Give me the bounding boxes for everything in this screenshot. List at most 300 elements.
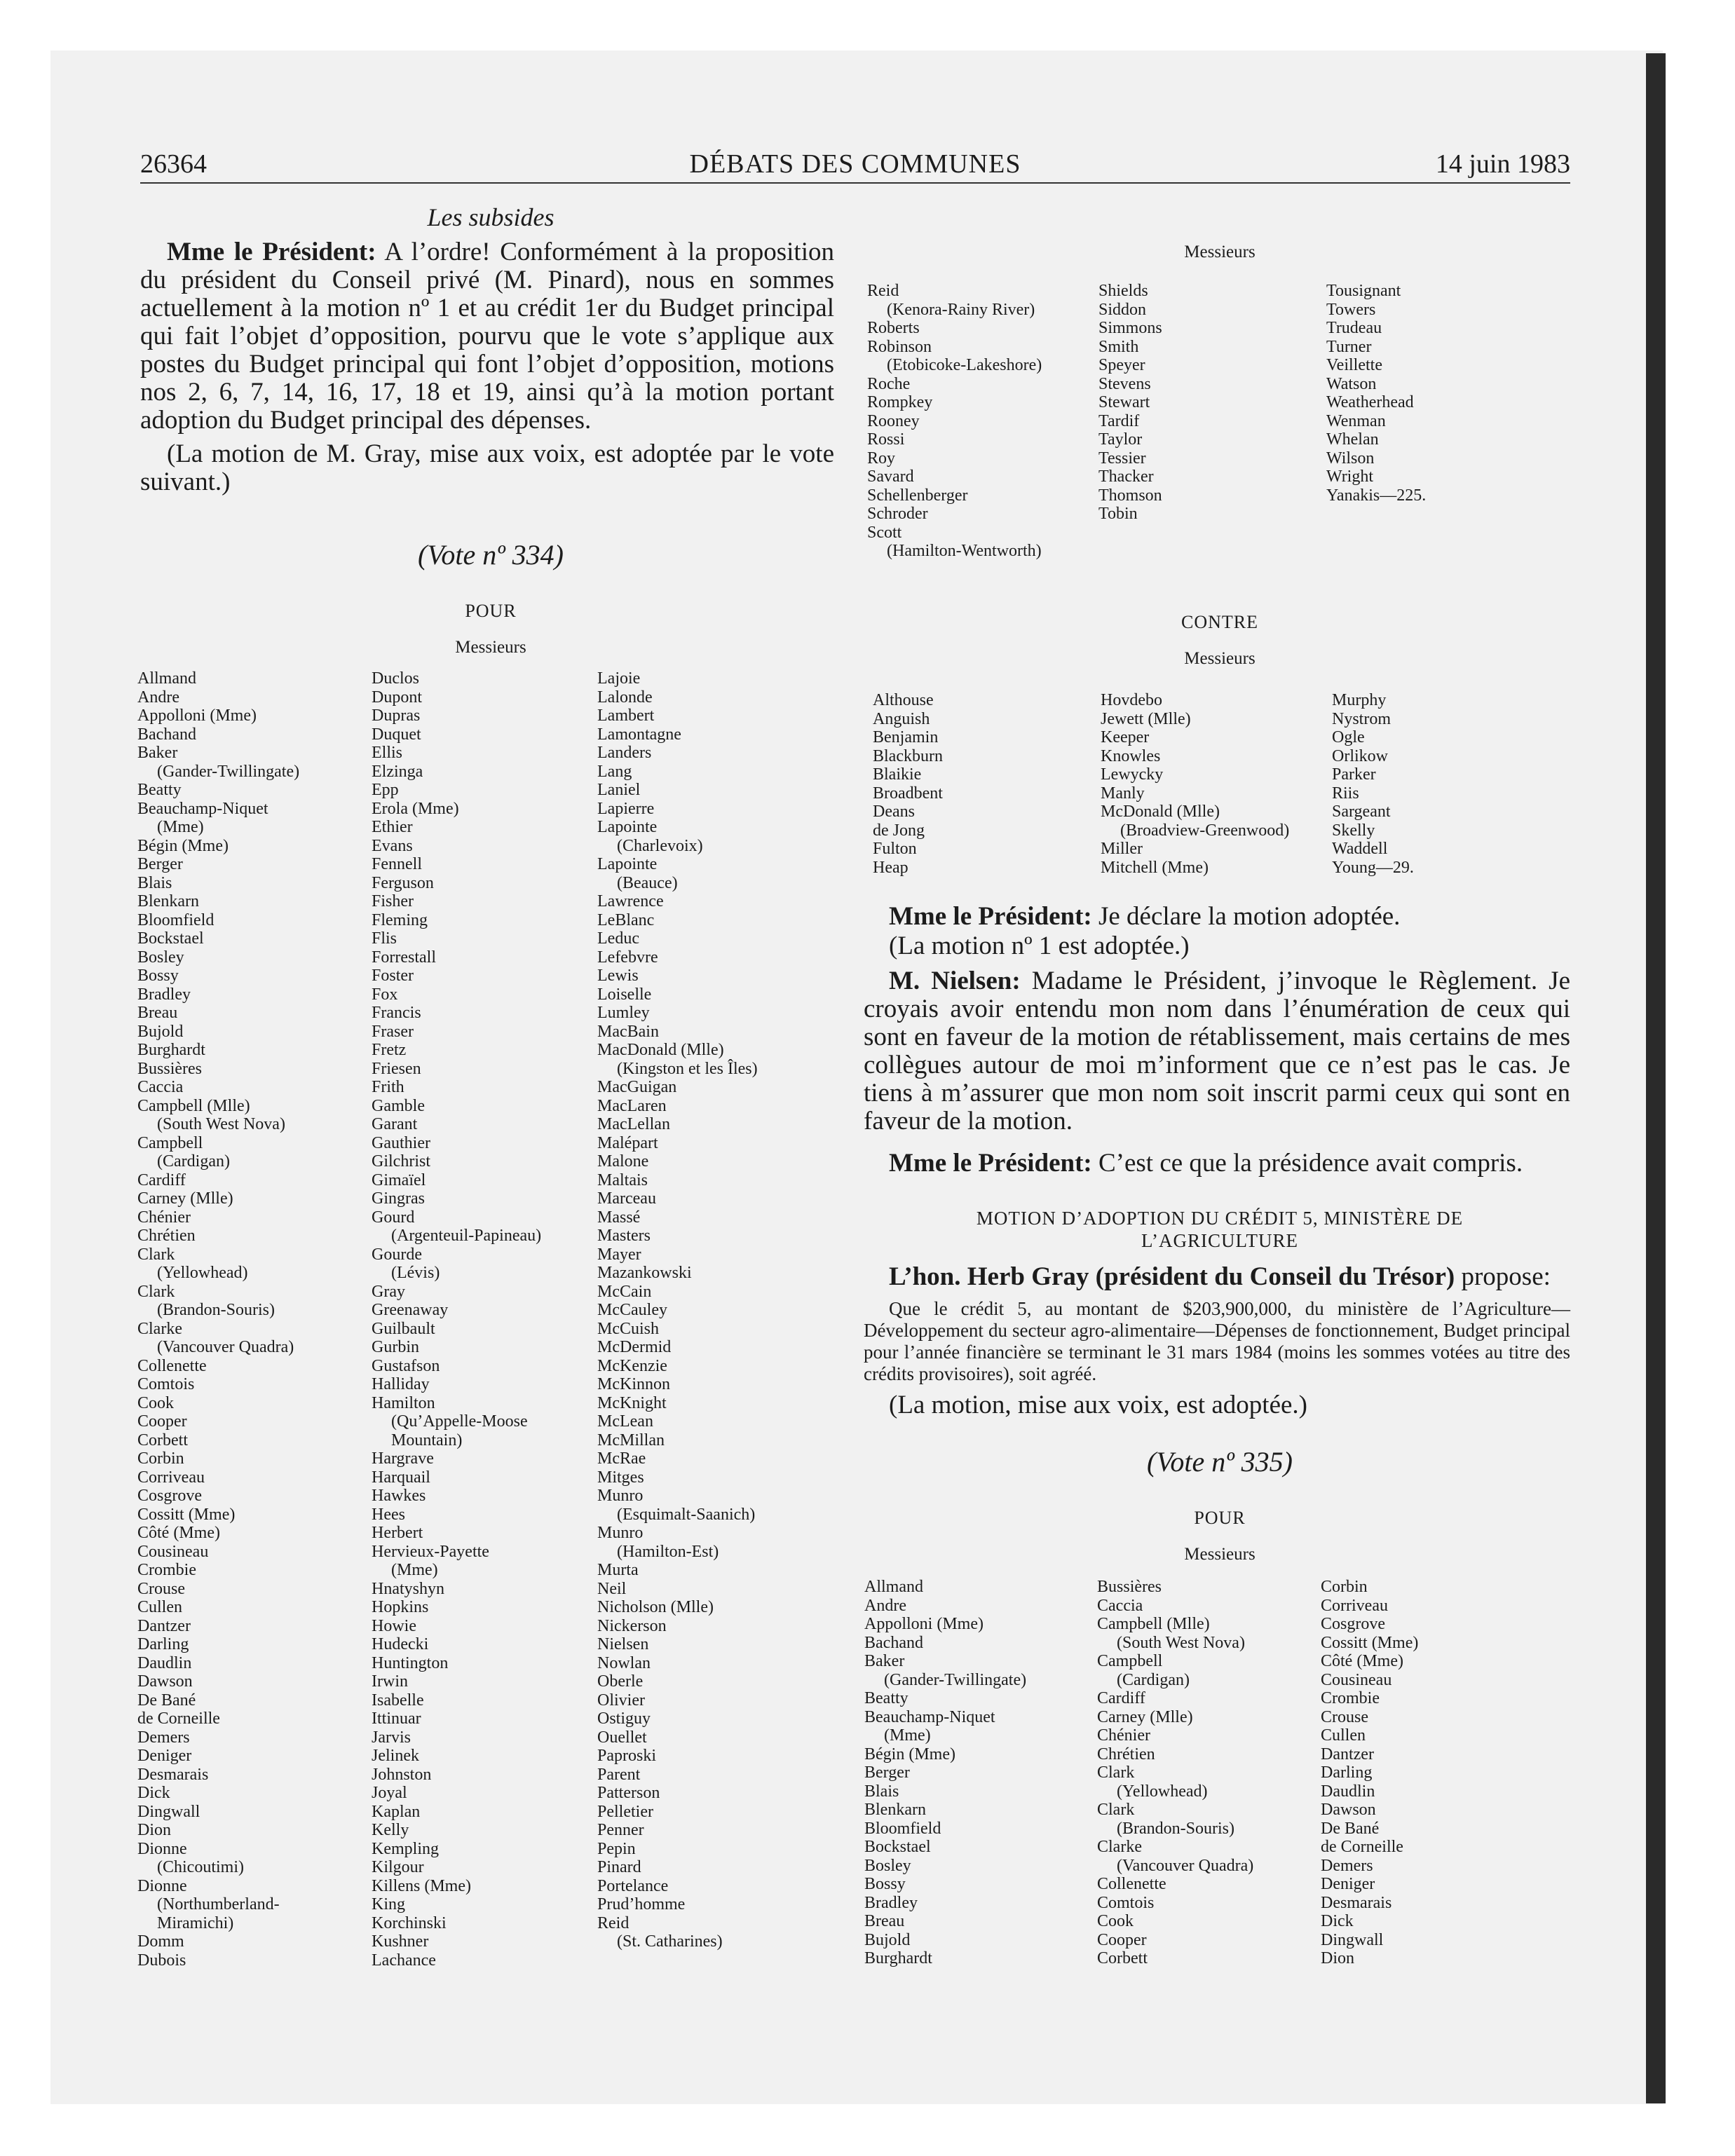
member-name: Campbell (Mlle) [137, 1096, 250, 1115]
member-name: Chénier [137, 1208, 191, 1227]
page-header [140, 146, 1570, 184]
speech-text: propose: [1455, 1262, 1551, 1291]
member-name: Lang [597, 762, 632, 781]
member-riding: (Lévis) [391, 1264, 440, 1282]
member-name: Bachand [137, 725, 196, 744]
member-name: Kilgour [372, 1858, 424, 1876]
member-name: Nielsen [597, 1635, 649, 1653]
member-name: Gamble [372, 1096, 425, 1115]
member-name: Ferguson [372, 873, 434, 892]
page-binding-edge [1646, 53, 1666, 2103]
member-name: Fennell [372, 855, 422, 873]
speech-paragraph-2 [864, 903, 1570, 931]
member-riding: (South West Nova) [1117, 1633, 1245, 1652]
member-name: McMillan [597, 1431, 665, 1449]
member-name: Mayer [597, 1245, 641, 1264]
member-name: Rossi [867, 430, 905, 449]
member-name: Young—29. [1332, 858, 1414, 877]
member-name: Parker [1332, 765, 1376, 784]
member-name: Thacker [1098, 468, 1154, 486]
member-name: Hovdebo [1101, 691, 1162, 709]
member-name: Cossitt (Mme) [1321, 1633, 1419, 1652]
member-name: Blenkarn [137, 892, 199, 910]
member-name: Taylor [1098, 430, 1143, 449]
member-name: Andre [864, 1596, 906, 1615]
member-name: Towers [1326, 300, 1376, 319]
member-name: Savard [867, 468, 914, 486]
member-name: Dupont [372, 688, 422, 707]
member-name: Dionne [137, 1876, 187, 1895]
member-name: Carney (Mlle) [137, 1189, 233, 1208]
member-name: Blais [137, 873, 172, 892]
vote-334-contre-column-2 [1101, 691, 1289, 877]
member-name: Clark [1097, 1763, 1135, 1782]
member-name: Reid [867, 282, 899, 300]
member-name: Lalonde [597, 688, 653, 707]
member-riding: (Esquimalt-Saanich) [617, 1505, 756, 1524]
member-name: Cardiff [1097, 1689, 1145, 1707]
member-name: Dawson [1321, 1801, 1376, 1819]
vote-334-pour-column-3 [597, 669, 758, 1951]
member-name: Crombie [1321, 1689, 1380, 1707]
member-name: Stevens [1098, 374, 1151, 393]
member-name: Breau [137, 1004, 178, 1022]
member-name: Domm [137, 1932, 184, 1951]
member-name: Garant [372, 1115, 418, 1133]
member-name: Schroder [867, 505, 928, 523]
member-name: Jelinek [372, 1747, 419, 1765]
member-name: Tessier [1098, 449, 1146, 468]
member-name: Bradley [864, 1893, 918, 1912]
member-name: Caccia [137, 1078, 184, 1096]
member-name: Bégin (Mme) [137, 836, 229, 855]
member-name: MacGuigan [597, 1078, 677, 1096]
member-name: de Corneille [137, 1710, 220, 1728]
speaker-name: Mme le Président: [889, 902, 1092, 931]
speech-paragraph-4 [864, 1149, 1570, 1178]
member-name: Burghardt [864, 1949, 932, 1967]
member-name: Laniel [597, 781, 641, 799]
member-name: Epp [372, 781, 399, 799]
member-name: Skelly [1332, 821, 1375, 840]
member-name: Hervieux-Payette [372, 1542, 489, 1561]
member-name: MacLaren [597, 1096, 667, 1115]
member-riding: (Mme) [884, 1726, 931, 1745]
member-name: Clark [137, 1282, 175, 1301]
member-name: Munro [597, 1524, 644, 1542]
speaker-name: M. Nielsen: [889, 967, 1021, 995]
member-name: Gourd [372, 1208, 415, 1227]
member-name: Hamilton [372, 1393, 435, 1412]
member-name: Lambert [597, 707, 655, 725]
member-name: Joyal [372, 1784, 407, 1802]
member-name: Francis [372, 1004, 421, 1022]
member-name: Erola (Mme) [372, 799, 459, 818]
member-name: Dantzer [1321, 1745, 1374, 1763]
member-name: Smith [1098, 337, 1139, 356]
member-name: Gimaïel [372, 1171, 426, 1189]
speaker-name: Mme le Président: [167, 238, 376, 266]
member-riding: (Cardigan) [1117, 1670, 1190, 1689]
member-name: Heap [873, 858, 909, 877]
member-name: Nickerson [597, 1616, 667, 1635]
member-name: Cooper [137, 1412, 187, 1431]
member-name: Bachand [864, 1633, 923, 1652]
member-name: Beatty [137, 781, 182, 799]
member-name: Portelance [597, 1876, 669, 1895]
vote-334-pour-column-4 [867, 282, 1042, 561]
member-name: Darling [1321, 1763, 1373, 1782]
publication-title: DÉBATS DES COMMUNES [689, 149, 1021, 179]
member-name: Rompkey [867, 393, 933, 411]
member-name: Campbell [1097, 1652, 1163, 1670]
member-name: Clark [1097, 1801, 1135, 1819]
member-name: Landers [597, 744, 652, 762]
member-name: Bockstael [137, 929, 204, 948]
member-name: De Bané [1321, 1819, 1380, 1838]
member-name: Dick [137, 1784, 170, 1802]
member-riding: (South West Nova) [157, 1115, 285, 1133]
member-name: Lajoie [597, 669, 641, 688]
member-name: Gauthier [372, 1133, 430, 1152]
member-name: McKenzie [597, 1356, 667, 1375]
member-name: Schellenberger [867, 486, 968, 505]
member-name: Cardiff [137, 1171, 186, 1189]
vote-334-pour-column-1 [137, 669, 299, 1970]
member-name: Blais [864, 1782, 899, 1801]
member-name: Bossy [864, 1875, 906, 1893]
member-riding: (Hamilton-Wentworth) [887, 542, 1042, 560]
vote-messieurs-heading-2: Messieurs [1184, 1545, 1256, 1564]
member-name: Corbett [1097, 1949, 1148, 1967]
member-name: Wilson [1326, 449, 1375, 468]
member-riding: (Mme) [391, 1561, 438, 1579]
member-name: Evans [372, 836, 413, 855]
speech-paragraph-3 [864, 967, 1570, 1135]
member-name: Marceau [597, 1189, 656, 1208]
member-riding: (Hamilton-Est) [617, 1542, 719, 1561]
member-name: Clarke [1097, 1838, 1142, 1856]
member-name: Ostiguy [597, 1710, 651, 1728]
member-name: Leduc [597, 929, 639, 948]
member-riding: (Vancouver Quadra) [157, 1338, 294, 1356]
page-date: 14 juin 1983 [1435, 149, 1570, 179]
member-name: Halliday [372, 1375, 430, 1393]
member-riding: (Yellowhead) [157, 1264, 248, 1282]
member-name: Howie [372, 1616, 416, 1635]
member-name: De Bané [137, 1691, 196, 1710]
member-name: Lapointe [597, 818, 658, 836]
member-name: Dingwall [1321, 1930, 1384, 1949]
member-name: Demers [137, 1728, 190, 1747]
member-name: Allmand [137, 669, 196, 688]
member-name: Blaikie [873, 765, 922, 784]
member-name: McLean [597, 1412, 653, 1431]
vote-334-contre-column-1 [873, 691, 943, 877]
member-name: Deniger [137, 1747, 192, 1765]
member-name: Baker [864, 1652, 905, 1670]
member-name: Frith [372, 1078, 404, 1096]
section-title: Les subsides [427, 203, 554, 231]
member-name: Wenman [1326, 411, 1386, 430]
member-name: Foster [372, 967, 414, 985]
speech-text: A l’ordre! Conformément à la proposition du président du Conseil privé (M. Pinard), nous en sommes actuellement à la motion nº 1 et au crédit 1er du Budget principal qui fait l’objet d’opposition, pourvu que le vote s’applique aux postes du Budget principal qui font l’objet d’opposition, motions nos 2, 6, 7, 14, 16, 17, 18 et 19, ainsi qu’à la motion portant adoption du Budget principal des dépenses. [140, 238, 834, 435]
member-name: Wright [1326, 468, 1374, 486]
member-name: Olivier [597, 1691, 645, 1710]
member-name: Fulton [873, 840, 917, 858]
member-name: LeBlanc [597, 910, 655, 929]
member-name: Cooper [1097, 1930, 1147, 1949]
member-name: Dupras [372, 707, 421, 725]
member-name: McCuish [597, 1319, 660, 1338]
member-name: Comtois [137, 1375, 195, 1393]
member-name: Jarvis [372, 1728, 411, 1747]
member-name: Hopkins [372, 1598, 429, 1616]
member-name: Ogle [1332, 728, 1365, 746]
member-name: Greenaway [372, 1301, 449, 1319]
member-name: Allmand [864, 1578, 923, 1596]
member-name: Pepin [597, 1839, 636, 1858]
contre-messieurs-heading: Messieurs [1184, 649, 1256, 668]
member-name: Côté (Mme) [1321, 1652, 1403, 1670]
member-name: Bradley [137, 985, 191, 1004]
member-name: Shields [1098, 282, 1148, 300]
member-name: Loiselle [597, 985, 652, 1004]
member-name: Blackburn [873, 746, 943, 765]
member-name: Dawson [137, 1672, 193, 1691]
member-name: Simmons [1098, 319, 1162, 337]
member-name: Crouse [1321, 1707, 1368, 1726]
member-name: Lewis [597, 967, 639, 985]
member-name: Killens (Mme) [372, 1876, 471, 1895]
member-name: Nowlan [597, 1653, 651, 1672]
member-name: Collenette [1097, 1875, 1166, 1893]
member-name: Elzinga [372, 762, 423, 781]
member-name: Prud’homme [597, 1895, 686, 1913]
member-name: Parent [597, 1765, 641, 1784]
member-name: Kaplan [372, 1802, 421, 1821]
member-name: Malépart [597, 1133, 658, 1152]
member-name: Burghardt [137, 1041, 205, 1059]
vote-messieurs-heading: Messieurs [455, 638, 526, 657]
member-name: Herbert [372, 1524, 423, 1542]
member-riding: (Kingston et les Îles) [617, 1059, 758, 1078]
member-name: Speyer [1098, 356, 1145, 374]
member-riding: (Etobicoke-Lakeshore) [887, 356, 1042, 374]
member-name: Massé [597, 1208, 641, 1227]
member-name: Darling [137, 1635, 189, 1653]
member-name: Lapierre [597, 799, 655, 818]
member-name: Bussières [1097, 1578, 1162, 1596]
member-name: Gourde [372, 1245, 422, 1264]
member-name: Gray [372, 1282, 405, 1301]
member-name: Campbell (Mlle) [1097, 1615, 1210, 1633]
member-name: Forrestall [372, 948, 436, 967]
speech-paragraph-1 [140, 238, 834, 435]
member-name: Bloomfield [137, 910, 215, 929]
member-name: Penner [597, 1821, 644, 1839]
member-riding: (Northumberland- [157, 1895, 280, 1913]
member-name: Roche [867, 374, 911, 393]
member-name: McDermid [597, 1338, 672, 1356]
member-name: Clarke [137, 1319, 182, 1338]
member-name: Neil [597, 1579, 627, 1598]
member-name: Corbin [1321, 1578, 1368, 1596]
member-riding: (Vancouver Quadra) [1117, 1856, 1254, 1875]
member-name: Whelan [1326, 430, 1379, 449]
member-name: Jewett (Mlle) [1101, 709, 1191, 728]
member-riding: (Charlevoix) [617, 836, 703, 855]
member-name: Riis [1332, 784, 1359, 803]
member-name: Corriveau [1321, 1596, 1388, 1615]
member-name: Tousignant [1326, 282, 1401, 300]
member-name: Bujold [137, 1022, 184, 1041]
member-name: Benjamin [873, 728, 939, 746]
member-name: Ittinuar [372, 1710, 421, 1728]
member-name: Demers [1321, 1856, 1373, 1875]
member-name: Paproski [597, 1747, 656, 1765]
member-name: Breau [864, 1912, 905, 1930]
member-riding: (Qu’Appelle-Moose [391, 1412, 528, 1431]
member-riding: (Brandon-Souris) [1117, 1819, 1234, 1838]
vote-335-pour-column-2 [1097, 1578, 1253, 1968]
member-name: Korchinski [372, 1913, 447, 1932]
member-name: Bujold [864, 1930, 911, 1949]
member-name: Pelletier [597, 1802, 653, 1821]
member-name: Hargrave [372, 1449, 434, 1468]
member-name: Cook [1097, 1912, 1134, 1930]
member-name: Dantzer [137, 1616, 191, 1635]
vote-result-paragraph: (La motion de M. Gray, mise aux voix, est adoptée par le vote suivant.) [140, 439, 834, 496]
member-name: Bosley [864, 1856, 911, 1875]
member-name: Beauchamp-Niquet [137, 799, 268, 818]
member-name: Cousineau [1321, 1670, 1392, 1689]
member-name: Gustafson [372, 1356, 440, 1375]
member-name: Weatherhead [1326, 393, 1414, 411]
vote-pour-heading: POUR [465, 601, 517, 621]
member-name: Bossy [137, 967, 179, 985]
member-name: Huntington [372, 1653, 449, 1672]
member-name: MacLellan [597, 1115, 670, 1133]
member-name: Daudlin [1321, 1782, 1375, 1801]
member-name: Turner [1326, 337, 1372, 356]
member-name: Desmarais [137, 1765, 209, 1784]
member-riding: (Argenteuil-Papineau) [391, 1227, 542, 1245]
vote-contre-heading: CONTRE [1181, 612, 1258, 632]
member-name: Hnatyshyn [372, 1579, 444, 1598]
member-name: Dion [1321, 1949, 1354, 1967]
member-name: Bussières [137, 1059, 202, 1078]
member-name: Bosley [137, 948, 184, 967]
member-name: Côté (Mme) [137, 1524, 220, 1542]
member-name: de Jong [873, 821, 925, 840]
member-name: Corbin [137, 1449, 184, 1468]
page-number: 26364 [140, 149, 207, 179]
member-name: Appolloni (Mme) [137, 707, 257, 725]
member-name: Duquet [372, 725, 421, 744]
member-name: Irwin [372, 1672, 408, 1691]
member-name: Corbett [137, 1431, 188, 1449]
member-name: Fretz [372, 1041, 407, 1059]
motion-heading-line-2: L’AGRICULTURE [1141, 1230, 1299, 1251]
member-name: Oberle [597, 1672, 644, 1691]
member-name: Hudecki [372, 1635, 429, 1653]
member-name: Broadbent [873, 784, 943, 803]
member-riding: (Mme) [157, 818, 204, 836]
member-name: Campbell [137, 1133, 203, 1152]
member-name: Andre [137, 688, 179, 707]
member-name: Mitges [597, 1468, 644, 1487]
member-name: Lumley [597, 1004, 650, 1022]
member-name: Sargeant [1332, 803, 1391, 821]
credit-motion-text: Que le crédit 5, au montant de $203,900,000, du ministère de l’Agriculture—Développement du secteur agro-alimentaire—Dépenses de fonctionnement, Budget principal pour l’année financière se terminant le 31 mars 1984 (moins les sommes votées au titre des crédits provisoires), soit agréé. [864, 1298, 1570, 1384]
vote-334-pour-column-6 [1326, 282, 1426, 505]
member-name: Rooney [867, 411, 920, 430]
member-name: MacDonald (Mlle) [597, 1041, 724, 1059]
member-name: Desmarais [1321, 1893, 1392, 1912]
member-name: Dionne [137, 1839, 187, 1858]
member-name: Keeper [1101, 728, 1150, 746]
member-name: Lapointe [597, 855, 658, 873]
member-name: Cook [137, 1393, 175, 1412]
member-name: Ellis [372, 744, 403, 762]
vote-pour-heading-2: POUR [1194, 1508, 1246, 1528]
member-name: Hawkes [372, 1487, 426, 1505]
member-name: Lamontagne [597, 725, 681, 744]
member-name: Stewart [1098, 393, 1150, 411]
member-name: Roberts [867, 319, 920, 337]
speech-text: C’est ce que la présidence avait compris. [1091, 1149, 1523, 1178]
speech-paragraph-5 [864, 1263, 1570, 1291]
vote-title-2: (Vote nº 335) [1147, 1446, 1293, 1478]
member-name: Berger [864, 1763, 910, 1782]
member-name: Maltais [597, 1171, 648, 1189]
member-name: Corriveau [137, 1468, 205, 1487]
member-name: Bégin (Mme) [864, 1745, 955, 1763]
member-name: McDonald (Mlle) [1101, 803, 1220, 821]
member-name: Bloomfield [864, 1819, 941, 1838]
member-name: Dick [1321, 1912, 1354, 1930]
member-name: Manly [1101, 784, 1145, 803]
member-name: Murta [597, 1561, 639, 1579]
member-name: Lawrence [597, 892, 664, 910]
member-name: Bockstael [864, 1838, 931, 1856]
member-name: Nicholson (Mlle) [597, 1598, 714, 1616]
speech-text: Madame le Président, j’invoque le Règlement. Je croyais avoir entendu mon nom dans l’énumération de ceux qui sont en faveur de la motion de rétablissement, mais certains de mes collègues autour de moi m’informent que ce n’est pas le cas. Je tiens à m’assurer que mon nom soit inscrit parmi ceux qui sont en faveur de la motion. [864, 967, 1570, 1135]
member-name: Hees [372, 1505, 405, 1524]
member-name: Fisher [372, 892, 414, 910]
member-name: Mazankowski [597, 1264, 692, 1282]
member-name: Kushner [372, 1932, 429, 1951]
member-name: Fleming [372, 910, 428, 929]
member-name: McRae [597, 1449, 646, 1468]
member-name: Crombie [137, 1561, 196, 1579]
member-name: Johnston [372, 1765, 432, 1784]
member-name: Dubois [137, 1951, 186, 1970]
vote-title: (Vote nº 334) [418, 539, 564, 571]
member-name: Althouse [873, 691, 934, 709]
member-name: Gilchrist [372, 1152, 430, 1171]
member-name: Gurbin [372, 1338, 419, 1356]
member-name: Murphy [1332, 691, 1387, 709]
member-name: Anguish [873, 709, 930, 728]
member-name: Appolloni (Mme) [864, 1615, 984, 1633]
member-name: Scott [867, 523, 902, 542]
member-name: Fox [372, 985, 398, 1004]
member-name: Cosgrove [1321, 1615, 1385, 1633]
member-name: Collenette [137, 1356, 207, 1375]
member-name: Cullen [1321, 1726, 1366, 1745]
